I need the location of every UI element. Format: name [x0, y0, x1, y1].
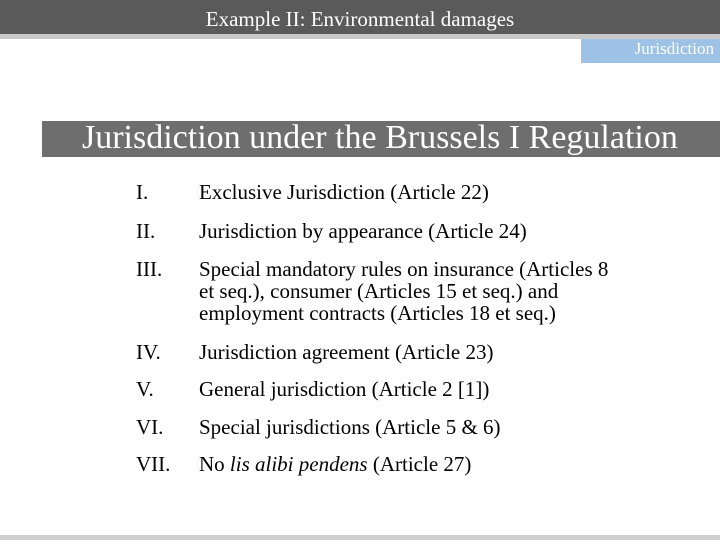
list-item-text: Special jurisdictions (Article 5 & 6): [199, 415, 501, 439]
list-item-number: III.: [136, 257, 163, 281]
list-item-text-suffix: (Article 27): [367, 452, 472, 476]
list-item-text: [199, 258, 699, 324]
slide-header-title: Example II: Environmental damages: [205, 7, 515, 31]
list-item-text-line: et seq.), consumer (Articles 15 et seq.) and: [199, 279, 559, 303]
list-item-text: Exclusive Jurisdiction (Article 22): [199, 180, 489, 204]
list-item-text-prefix: No: [199, 452, 230, 476]
list-item-number: VII.: [136, 452, 171, 476]
list-item-number: II.: [136, 219, 156, 243]
list-item-number: VI.: [136, 415, 164, 439]
list-item-number: I.: [136, 180, 149, 204]
list-item-text-line: Special mandatory rules on insurance (Articles 8: [199, 257, 609, 281]
list-item-text: Jurisdiction by appearance (Article 24): [199, 219, 527, 243]
list-item-text-line: employment contracts (Articles 18 et seq.): [199, 301, 556, 325]
list-item-text: [199, 453, 699, 475]
slide-heading: Jurisdiction under the Brussels I Regulation: [82, 119, 678, 156]
list-item-text: General jurisdiction (Article 2 [1]): [199, 377, 490, 401]
list-item-number: IV.: [136, 340, 161, 364]
latin-phrase: lis alibi pendens: [229, 452, 368, 476]
list-item-text: Jurisdiction agreement (Article 23): [199, 340, 494, 364]
list-item-number: V.: [136, 377, 154, 401]
footer-line: [0, 535, 720, 540]
section-tag: Jurisdiction: [581, 39, 720, 63]
